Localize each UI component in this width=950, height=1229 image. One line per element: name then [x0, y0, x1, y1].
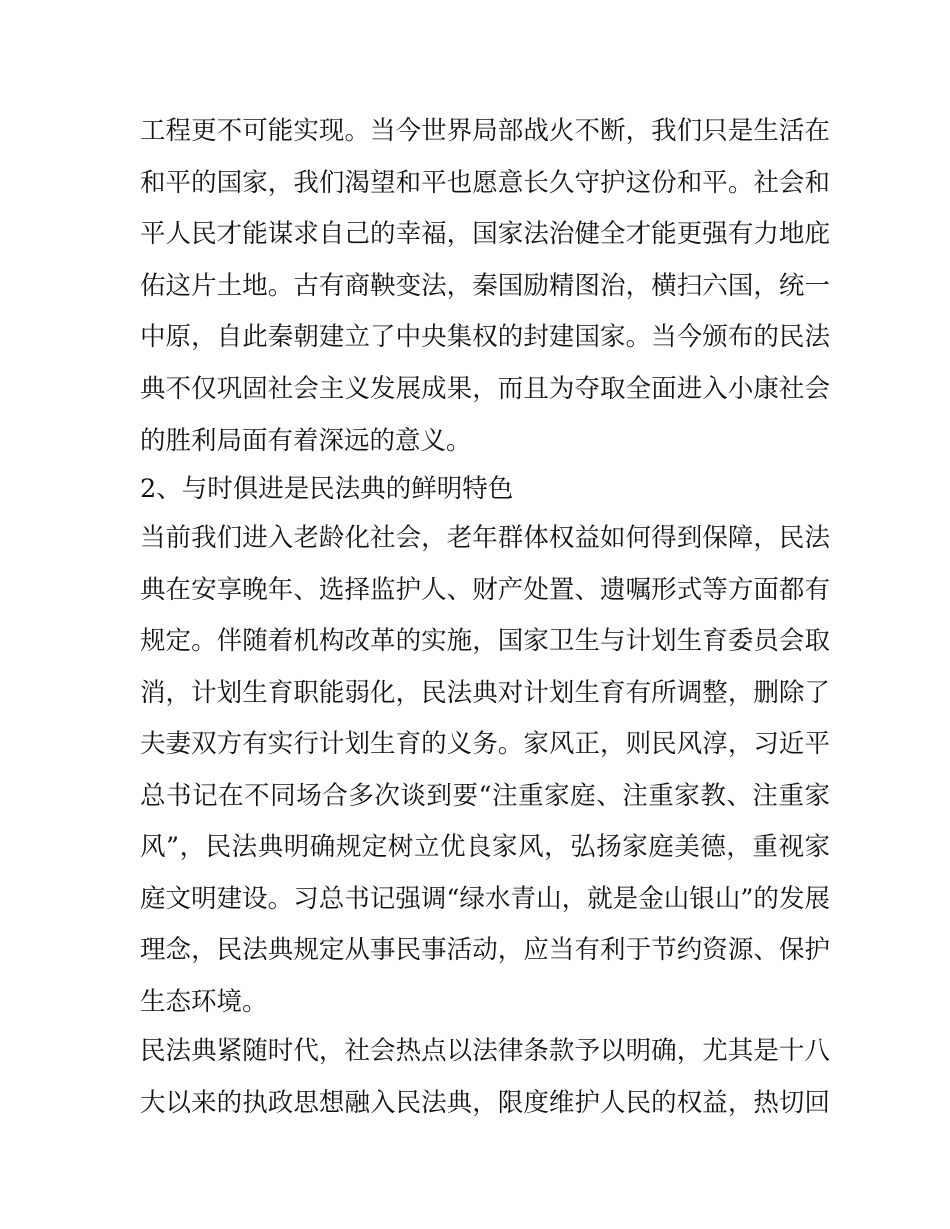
text-line: 规定。伴随着机构改革的实施，国家卫生与计划生育委员会取	[140, 626, 830, 656]
text-line: 夫妻双方有实行计划生育的义务。家风正，则民风淳，习近平	[140, 729, 830, 759]
text-line: 庭文明建设。习总书记强调“绿水青山，就是金山银山”的发展	[140, 884, 830, 914]
text-line: 和平的国家，我们渴望和平也愿意长久守护这份和平。社会和	[140, 168, 830, 198]
text-line: 民法典紧随时代，社会热点以法律条款予以明确，尤其是十八	[140, 1036, 830, 1066]
text-line: 理念，民法典规定从事民事活动，应当有利于节约资源、保护	[140, 935, 830, 965]
text-line: 风”，民法典明确规定树立优良家风，弘扬家庭美德，重视家	[140, 832, 830, 862]
text-line: 的胜利局面有着深远的意义。	[140, 426, 472, 456]
text-line: 生态环境。	[140, 987, 268, 1017]
text-line: 总书记在不同场合多次谈到要“注重家庭、注重家教、注重家	[140, 781, 830, 811]
text-line: 佑这片土地。古有商鞅变法，秦国励精图治，横扫六国，统一	[140, 271, 830, 301]
text-line: 当前我们进入老龄化社会，老年群体权益如何得到保障，民法	[140, 523, 830, 553]
text-line: 典不仅巩固社会主义发展成果，而且为夺取全面进入小康社会	[140, 374, 830, 404]
text-line: 大以来的执政思想融入民法典，限度维护人民的权益，热切回	[140, 1088, 830, 1118]
text-line: 典在安享晚年、选择监护人、财产处置、遗嘱形式等方面都有	[140, 575, 830, 605]
section-heading: 2、与时俱进是民法典的鲜明特色	[140, 474, 514, 504]
text-line: 工程更不可能实现。当今世界局部战火不断，我们只是生活在	[140, 116, 830, 146]
text-line: 消，计划生育职能弱化，民法典对计划生育有所调整，删除了	[140, 678, 830, 708]
text-line: 中原，自此秦朝建立了中央集权的封建国家。当今颁布的民法	[140, 322, 830, 352]
text-line: 平人民才能谋求自己的幸福，国家法治健全才能更强有力地庇	[140, 219, 830, 249]
